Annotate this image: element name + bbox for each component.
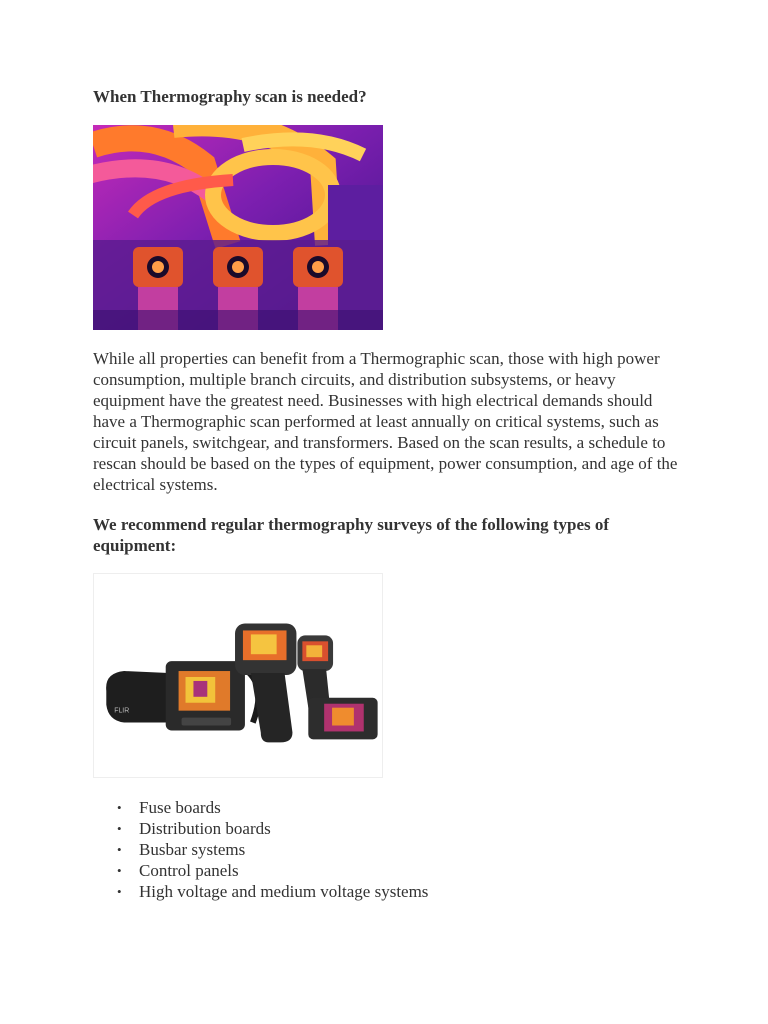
intro-paragraph: While all properties can benefit from a Thermographic scan, those with high power consumption, multiple branch circuits, and distribution subsystems, or heavy equipment have the greatest need. Businesses with high electrical demands should have a Thermographic scan performed at least annually on critical systems, such as circuit panels, switchgear, and transformers. Based on the scan results, a schedule to rescan should be based on the types of equipment, power consumption, and age of the electrical systems. <box>93 349 678 494</box>
flir-logo: FLIR <box>114 707 130 715</box>
bullet-icon: • <box>117 842 122 857</box>
equipment-list <box>93 797 678 902</box>
thermal-cameras-image <box>93 573 383 778</box>
document-page <box>93 86 678 902</box>
equipment-heading: We recommend regular thermography surveys of the following types of equipment: <box>93 515 610 555</box>
list-item: • Busbar systems <box>117 840 246 859</box>
thermal-busbar-image <box>93 125 383 330</box>
bullet-icon: • <box>117 863 122 878</box>
page-heading: When Thermography scan is needed? <box>93 87 367 106</box>
list-item: • High voltage and medium voltage systems <box>117 882 429 901</box>
list-item: • Distribution boards <box>117 819 271 838</box>
bullet-icon: • <box>117 821 122 836</box>
list-item: • Fuse boards <box>117 798 221 817</box>
bullet-icon: • <box>117 884 122 899</box>
bullet-icon: • <box>117 800 122 815</box>
list-item: • Control panels <box>117 861 239 880</box>
